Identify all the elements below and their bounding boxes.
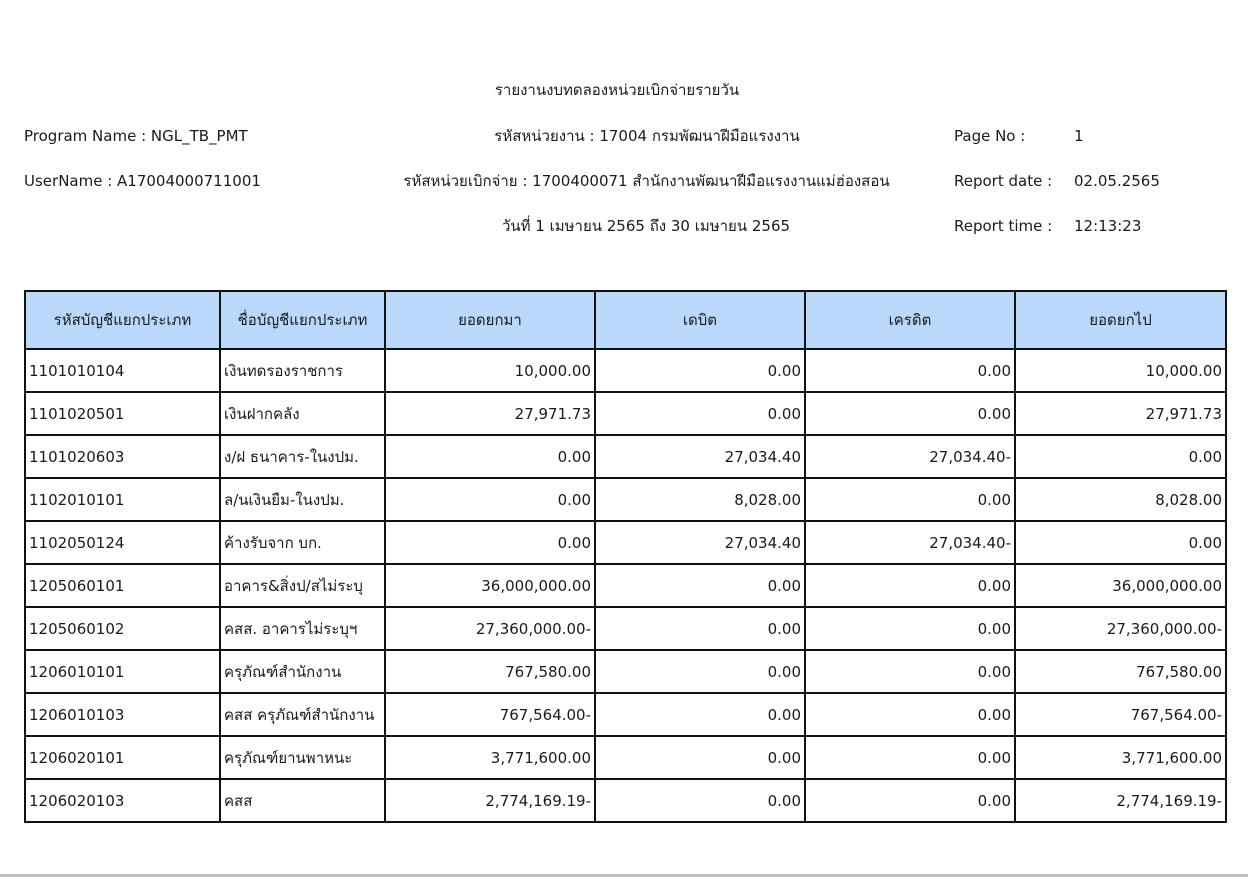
opening-balance-cell: 2,774,169.19- [385,779,595,822]
debit-cell: 27,034.40 [595,435,805,478]
opening-balance-cell: 0.00 [385,478,595,521]
credit-cell: 27,034.40- [805,521,1015,564]
credit-cell: 0.00 [805,392,1015,435]
opening-balance-cell: 767,564.00- [385,693,595,736]
table-row [25,478,1226,521]
closing-balance-cell: 10,000.00 [1015,349,1226,392]
account-code-cell: 1101020501 [25,392,220,435]
debit-cell: 0.00 [595,736,805,779]
account-code-cell: 1101020603 [25,435,220,478]
report-title: รายงานงบทดลองหน่วยเบิกจ่ายรายวัน [494,81,740,99]
account-name-cell: ล/นเงินยืม-ในงปม. [220,478,385,521]
table-row [25,392,1226,435]
credit-cell: 0.00 [805,607,1015,650]
account-name-cell: ง/ฝ ธนาคาร-ในงปม. [220,435,385,478]
header-account-name: ชื่อบัญชีแยกประเภท [220,291,385,349]
table-row [25,349,1226,392]
debit-cell: 8,028.00 [595,478,805,521]
opening-balance-cell: 3,771,600.00 [385,736,595,779]
closing-balance-cell: 8,028.00 [1015,478,1226,521]
date-range: วันที่ 1 เมษายน 2565 ถึง 30 เมษายน 2565 [501,217,791,235]
table-row [25,650,1226,693]
debit-cell: 0.00 [595,693,805,736]
report-date-value: 02.05.2565 [1074,172,1160,190]
report-time-value: 12:13:23 [1074,217,1142,235]
header-opening-balance: ยอดยกมา [385,291,595,349]
page-no-label: Page No : [954,127,1026,145]
account-name-cell: คสส ครุภัณฑ์สำนักงาน [220,693,385,736]
trial-balance-table [24,290,1227,823]
account-code-cell: 1205060102 [25,607,220,650]
debit-cell: 0.00 [595,650,805,693]
agency-code: รหัสหน่วยงาน : 17004 กรมพัฒนาฝีมือแรงงาน [494,127,800,145]
credit-cell: 0.00 [805,564,1015,607]
account-name-cell: เงินฝากคลัง [220,392,385,435]
debit-cell: 0.00 [595,607,805,650]
table-row [25,435,1226,478]
opening-balance-cell: 36,000,000.00 [385,564,595,607]
table-row [25,607,1226,650]
account-code-cell: 1205060101 [25,564,220,607]
report-time-label: Report time : [954,217,1053,235]
closing-balance-cell: 767,564.00- [1015,693,1226,736]
account-name-cell: อาคาร&สิ่งป/สไม่ระบุ [220,564,385,607]
table-row [25,736,1226,779]
table-body [25,349,1226,822]
debit-cell: 27,034.40 [595,521,805,564]
table-header-row [25,291,1226,349]
opening-balance-cell: 767,580.00 [385,650,595,693]
opening-balance-cell: 10,000.00 [385,349,595,392]
closing-balance-cell: 0.00 [1015,435,1226,478]
closing-balance-cell: 767,580.00 [1015,650,1226,693]
account-name-cell: คสส. อาคารไม่ระบุฯ [220,607,385,650]
opening-balance-cell: 27,360,000.00- [385,607,595,650]
credit-cell: 27,034.40- [805,435,1015,478]
closing-balance-cell: 27,360,000.00- [1015,607,1226,650]
closing-balance-cell: 27,971.73 [1015,392,1226,435]
closing-balance-cell: 2,774,169.19- [1015,779,1226,822]
closing-balance-cell: 0.00 [1015,521,1226,564]
credit-cell: 0.00 [805,736,1015,779]
program-name: Program Name : NGL_TB_PMT [24,127,248,145]
debit-cell: 0.00 [595,564,805,607]
account-name-cell: ค้างรับจาก บก. [220,521,385,564]
table-row [25,693,1226,736]
table-row [25,564,1226,607]
opening-balance-cell: 0.00 [385,521,595,564]
account-name-cell: เงินทดรองราชการ [220,349,385,392]
disbursing-unit: รหัสหน่วยเบิกจ่าย : 1700400071 สำนักงานพัฒนาฝีมือแรงงานแม่ฮ่องสอน [403,172,890,190]
account-code-cell: 1206010103 [25,693,220,736]
account-code-cell: 1101010104 [25,349,220,392]
account-code-cell: 1206020103 [25,779,220,822]
opening-balance-cell: 27,971.73 [385,392,595,435]
header-closing-balance: ยอดยกไป [1015,291,1226,349]
header-account-code: รหัสบัญชีแยกประเภท [25,291,220,349]
account-code-cell: 1102010101 [25,478,220,521]
page-no-value: 1 [1074,127,1084,145]
account-name-cell: ครุภัณฑ์สำนักงาน [220,650,385,693]
debit-cell: 0.00 [595,349,805,392]
report-date-label: Report date : [954,172,1053,190]
opening-balance-cell: 0.00 [385,435,595,478]
debit-cell: 0.00 [595,392,805,435]
user-name: UserName : A17004000711001 [24,172,261,190]
header-debit: เดบิต [595,291,805,349]
account-code-cell: 1102050124 [25,521,220,564]
credit-cell: 0.00 [805,650,1015,693]
header-credit: เครดิต [805,291,1015,349]
credit-cell: 0.00 [805,779,1015,822]
account-name-cell: ครุภัณฑ์ยานพาหนะ [220,736,385,779]
closing-balance-cell: 3,771,600.00 [1015,736,1226,779]
debit-cell: 0.00 [595,779,805,822]
credit-cell: 0.00 [805,693,1015,736]
account-code-cell: 1206010101 [25,650,220,693]
table-row [25,779,1226,822]
credit-cell: 0.00 [805,349,1015,392]
credit-cell: 0.00 [805,478,1015,521]
account-code-cell: 1206020101 [25,736,220,779]
table-row [25,521,1226,564]
account-name-cell: คสส [220,779,385,822]
closing-balance-cell: 36,000,000.00 [1015,564,1226,607]
